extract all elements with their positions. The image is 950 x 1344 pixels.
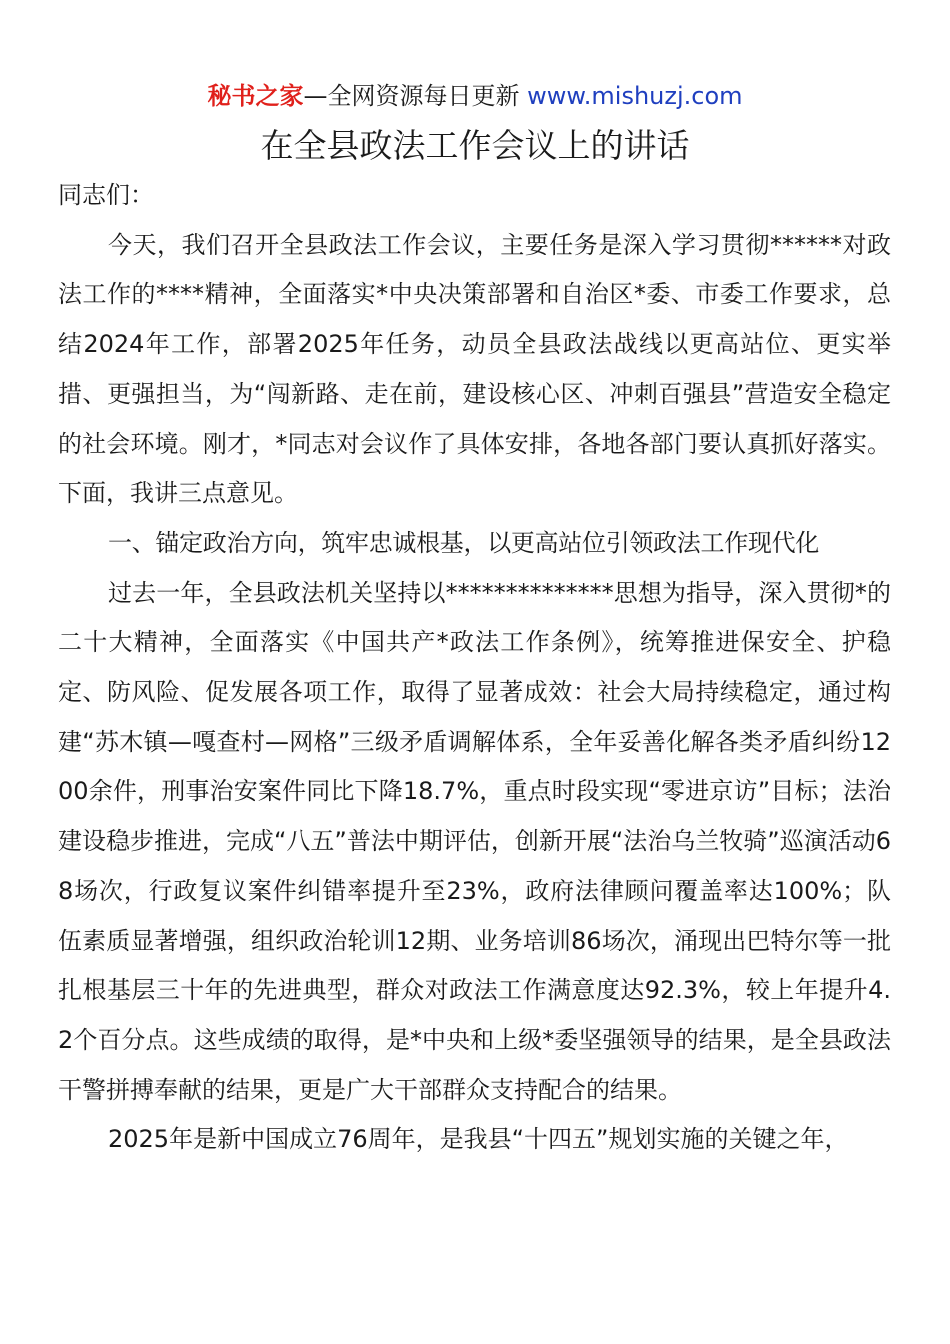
site-url-link[interactable]: www.mishuzj.com [527,82,743,110]
document-body [58,171,891,1165]
brand-name: 秘书之家 [207,82,304,110]
header-tagline: —全网资源每日更新 [303,82,528,110]
document-title: 在全县政法工作会议上的讲话 [260,126,690,165]
salutation: 同志们： [58,181,154,209]
section-heading-1: 一、锚定政治方向，筑牢忠诚根基，以更高站位引领政法工作现代化 [108,528,819,557]
paragraph-intro: 今天，我们召开全县政法工作会议，主要任务是深入学习贯彻******对政法工作的****精神，全面落实*中央决策部署和自治区*委、市委工作要求，总结2024年工作，部署2025年任务，动员全县政法战线以更高站位、更实举措、更强担当，为“闯新路、走在前，建设核心区、冲刺百强县”营造安全稳定的社会环境。刚才，*同志对会议作了具体安排，各地各部门要认真抓好落实。下面，我讲三点意见。 [58,230,891,508]
paragraph-2025: 2025年是新中国成立76周年，是我县“十四五”规划实施的关键之年， [108,1125,849,1154]
paragraph-review: 过去一年，全县政法机关坚持以**************思想为指导，深入贯彻*的二十大精神，全面落实《中国共产*政法工作条例》，统筹推进保安全、护稳定、防风险、促发展各项工作，取得了显著成效：社会大局持续稳定，通过构建“苏木镇—嘎查村—网格”三级矛盾调解体系，全年妥善化解各类矛盾纠纷1200余件，刑事治安案件同比下降18.7%，重点时段实现“零进京访”目标；法治建设稳步推进，完成“八五”普法中期评估，创新开展“法治乌兰牧骑”巡演活动68场次，行政复议案件纠错率提升至23%，政府法律顾问覆盖率达100%；队伍素质显著增强，组织政治轮训12期、业务培训86场次，涌现出巴特尔等一批扎根基层三十年的先进典型，群众对政法工作满意度达92.3%，较上年提升4.2个百分点。这些成绩的取得，是*中央和上级*委坚强领导的结果，是全县政法干警拼搏奉献的结果，更是广大干部群众支持配合的结果。 [58,578,892,1104]
site-header [0,80,950,112]
